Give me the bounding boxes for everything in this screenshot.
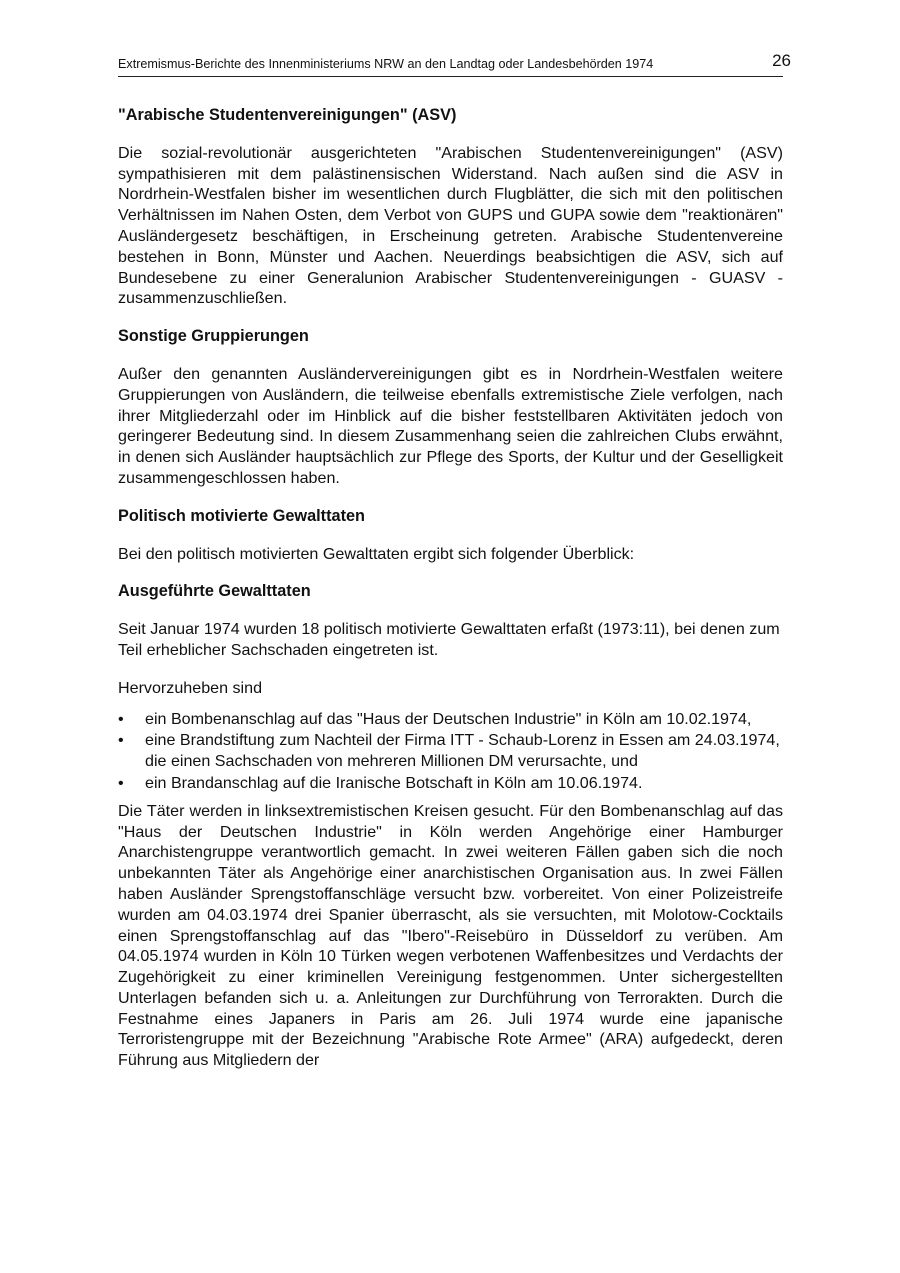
page-content bbox=[118, 105, 783, 1071]
section-heading-gewalt: Politisch motivierte Gewalttaten bbox=[118, 506, 365, 525]
paragraph-gewalt: Bei den politisch motivierten Gewalttaten ergibt sich folgender Überblick: bbox=[118, 544, 635, 563]
paragraph-closing: Die Täter werden in linksextremistischen Kreisen gesucht. Für den Bombenanschlag auf das "Haus der Deutschen Industrie" in Köln werden Angehörige einer Hamburger Anarchistengruppe verantwortlich gemacht. In zwei weiteren Fällen gaben sich die noch unbekannten Täter als Angehörige einer anarchistischen Organisation aus. In zwei Fällen haben Ausländer Sprengstoffanschläge versucht bzw. vorbereitet. Von einer Polizeistreife wurden am 04.03.1974 drei Spanier überrascht, als sie versuchten, mit Molotow-Cocktails einen Sprengstoffanschlag auf das "Ibero"-Reisebüro in Düsseldorf zu verüben. Am 04.05.1974 wurden in Köln 10 Türken wegen verbotenen Waffenbesitzes und Verdachts der Zugehörigkeit zu einer kriminellen Vereinigung festgenommen. Unter sichergestellten Unterlagen befanden sich u. a. Anleitungen zur Durchführung von Terrorakten. Durch die Festnahme eines Japaners in Paris am 26. Juli 1974 wurde eine japanische Terroristengruppe mit der Bezeichnung "Arabische Rote Armee" (ARA) aufgedeckt, deren Führung aus Mitgliedern der bbox=[118, 801, 783, 1070]
page-number: 26 bbox=[772, 51, 791, 70]
incident-list bbox=[118, 709, 783, 794]
section-heading-asv: "Arabische Studentenvereinigungen" (ASV) bbox=[118, 106, 457, 124]
page-header bbox=[118, 51, 791, 77]
list-item: • ein Bombenanschlag auf das "Haus der Deutschen Industrie" in Köln am 10.02.1974, bbox=[118, 709, 783, 730]
list-item: • ein Brandanschlag auf die Iranische Botschaft in Köln am 10.06.1974. bbox=[118, 773, 783, 794]
list-item: • eine Brandstiftung zum Nachteil der Firma ITT - Schaub-Lorenz in Essen am 24.03.1974, die einen Sachschaden von mehreren Millionen DM verursachte, und bbox=[118, 730, 783, 772]
section-heading-ausgefuehrt: Ausgeführte Gewalttaten bbox=[118, 582, 311, 601]
list-intro: Hervorzuheben sind bbox=[118, 678, 263, 697]
paragraph-asv: Die sozial-revolutionär ausgerichteten "Arabischen Studentenvereinigungen" (ASV) sympathisieren mit dem palästinensischen Widerstand. Nach außen sind die ASV in Nordrhein-Westfalen bisher im wesentlichen durch Flugblätter, die sich mit den politischen Verhältnissen im Nahen Osten, dem Verbot von GUPS und GUPA sowie dem "reaktionären" Ausländergesetz beschäftigen, in Erscheinung getreten. Arabische Studentenvereine bestehen in Bonn, Münster und Aachen. Neuerdings beabsichtigen die ASV, sich auf Bundesebene zu einer Generalunion Arabischer Studentenvereinigungen - GUASV - zusammenzuschließen. bbox=[118, 143, 783, 308]
paragraph-sonstige: Außer den genannten Ausländervereinigungen gibt es in Nordrhein-Westfalen weitere Gruppierungen von Ausländern, die teilweise ebenfalls extremistische Ziele verfolgen, nach ihrer Mitgliederzahl oder im Hinblick auf die bisher feststellbaren Aktivitäten jedoch von geringerer Bedeutung sind. In diesem Zusammenhang seien die zahlreichen Clubs erwähnt, in denen sich Ausländer hauptsächlich zur Pflege des Sports, der Kultur und der Geselligkeit zusammengeschlossen haben. bbox=[118, 364, 783, 487]
header-title: Extremismus-Berichte des Innenministeriums NRW an den Landtag oder Landesbehörden 1974 bbox=[118, 57, 654, 71]
section-heading-sonstige: Sonstige Gruppierungen bbox=[118, 327, 309, 346]
paragraph-ausgefuehrt: Seit Januar 1974 wurden 18 politisch motivierte Gewalttaten erfaßt (1973:11), bei denen zum Teil erheblicher Sachschaden eingetreten ist. bbox=[118, 620, 780, 659]
